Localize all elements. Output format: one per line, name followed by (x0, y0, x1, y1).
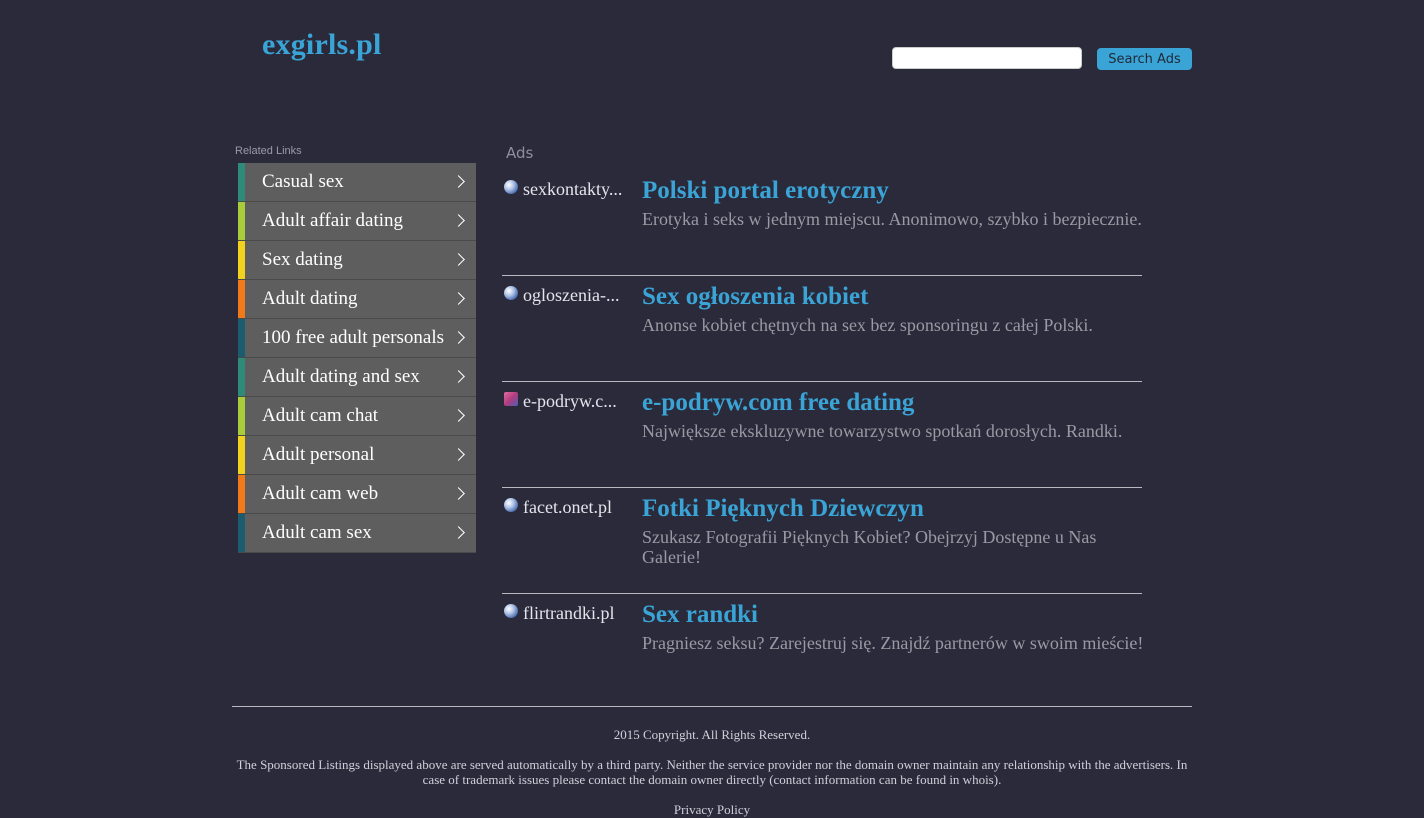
link-accent-bar (238, 280, 245, 318)
ad-description: Największe ekskluzywne towarzystwo spotkań dorosłych. Randki. (642, 421, 1123, 441)
link-accent-bar (238, 397, 245, 435)
ad-listing (502, 594, 1142, 699)
related-link-item[interactable] (238, 358, 476, 397)
ad-domain-link[interactable]: flirtrandki.pl (523, 603, 615, 623)
related-link-label: Adult cam chat (262, 405, 379, 426)
ad-title-link[interactable]: Fotki Pięknych Dziewczyn (642, 495, 924, 522)
related-links-heading: Related Links (235, 145, 302, 157)
globe-icon (504, 604, 518, 618)
related-link-label: Adult cam web (262, 483, 379, 504)
related-link-item[interactable] (238, 163, 476, 202)
ad-title-link[interactable]: e-podryw.com free dating (642, 389, 915, 416)
ad-title-link[interactable]: Sex ogłoszenia kobiet (642, 283, 869, 310)
related-link-label: 100 free adult personals (262, 327, 445, 348)
search-input[interactable] (892, 47, 1082, 69)
related-link-item[interactable] (238, 202, 476, 241)
ad-listing (502, 276, 1142, 382)
ad-listing (502, 170, 1142, 276)
ads-heading: Ads (506, 144, 534, 162)
search-ads-button[interactable]: Search Ads (1097, 48, 1192, 70)
ad-title-link[interactable]: Sex randki (642, 601, 759, 628)
ad-description: Szukasz Fotografii Pięknych Kobiet? Obejrzyj Dostępne u Nas Galerie! (642, 527, 1097, 567)
globe-icon (504, 286, 518, 300)
ad-listing (502, 488, 1142, 594)
link-accent-bar (238, 358, 245, 396)
related-link-label: Adult cam sex (262, 522, 372, 543)
link-accent-bar (238, 514, 245, 552)
ad-title-link[interactable]: Polski portal erotyczny (642, 177, 889, 204)
ad-domain-link[interactable]: sexkontakty... (523, 179, 623, 199)
ad-description: Pragniesz seksu? Zarejestruj się. Znajdź partnerów w swoim mieście! (642, 633, 1144, 653)
related-link-item[interactable] (238, 319, 476, 358)
ads-list (502, 170, 1142, 699)
copyright-text: 2015 Copyright. All Rights Reserved. (613, 727, 811, 742)
related-link-label: Sex dating (262, 249, 343, 270)
footer-divider (232, 706, 1192, 707)
globe-icon (504, 180, 518, 194)
link-accent-bar (238, 163, 245, 201)
related-link-item[interactable] (238, 280, 476, 319)
related-link-label: Adult personal (262, 444, 375, 465)
ad-listing (502, 382, 1142, 488)
related-link-label: Adult affair dating (262, 210, 404, 231)
ad-domain-link[interactable]: ogloszenia-... (523, 285, 620, 305)
ad-domain-link[interactable]: e-podryw.c... (523, 391, 617, 411)
related-link-item[interactable] (238, 514, 476, 553)
ad-description: Anonse kobiet chętnych na sex bez sponsoringu z całej Polski. (642, 315, 1093, 335)
related-link-label: Adult dating (262, 288, 358, 309)
link-accent-bar (238, 202, 245, 240)
link-accent-bar (238, 241, 245, 279)
related-link-item[interactable] (238, 475, 476, 514)
link-accent-bar (238, 319, 245, 357)
link-accent-bar (238, 436, 245, 474)
related-link-label: Adult dating and sex (262, 366, 420, 387)
globe-icon (504, 498, 518, 512)
site-logo[interactable]: exgirls.pl (262, 28, 382, 61)
related-link-item[interactable] (238, 436, 476, 475)
related-link-item[interactable] (238, 241, 476, 280)
ad-domain-link[interactable]: facet.onet.pl (523, 497, 612, 517)
disclaimer-text: The Sponsored Listings displayed above are served automatically by a third party. Neither the service provider nor the domain owner maintain any relationship with the advertisers. In case of trademark issues please contact the domain owner directly (contact information can be found in whois). (236, 757, 1188, 787)
ad-description: Erotyka i seks w jednym miejscu. Anonimowo, szybko i bezpiecznie. (642, 209, 1142, 229)
related-link-item[interactable] (238, 397, 476, 436)
privacy-policy-link[interactable]: Privacy Policy (673, 802, 751, 817)
related-link-label: Casual sex (262, 171, 344, 192)
site-favicon-icon (504, 392, 518, 406)
link-accent-bar (238, 475, 245, 513)
related-links-list (238, 163, 476, 553)
